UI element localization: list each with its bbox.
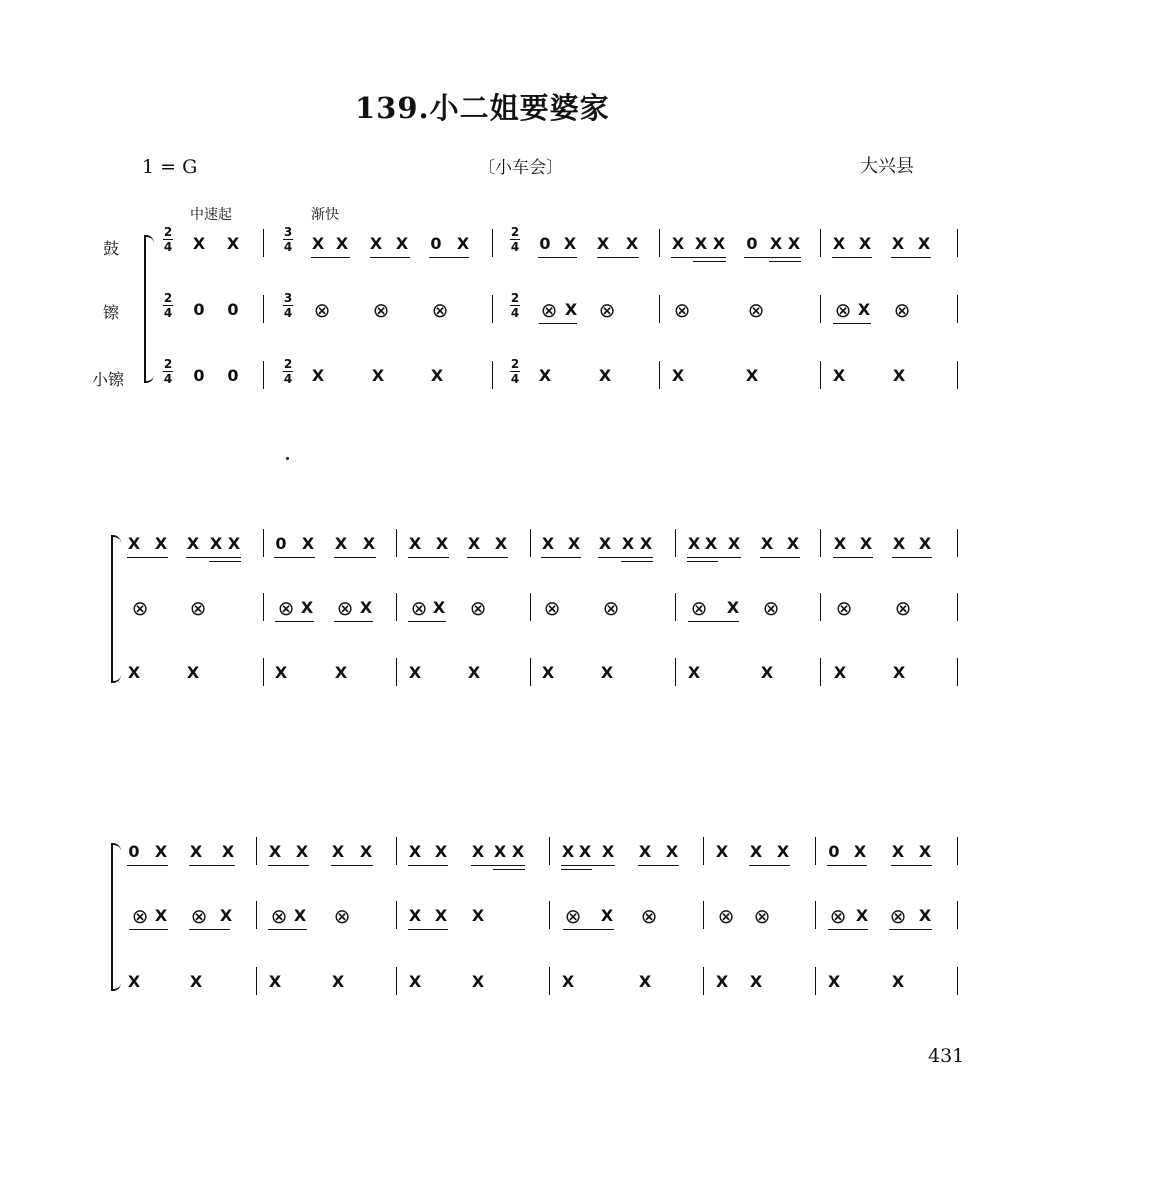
beam-underline bbox=[209, 561, 241, 562]
small-cymbal-hit: X bbox=[561, 972, 575, 991]
rest-note: 0 bbox=[430, 234, 442, 253]
genre-label: 〔小车会〕 bbox=[478, 158, 563, 178]
drum-hit: X bbox=[891, 234, 905, 253]
beam-underline bbox=[749, 865, 790, 866]
beam-underline bbox=[275, 621, 314, 622]
cymbal-hit-x: X bbox=[219, 906, 233, 925]
drum-hit: X bbox=[671, 234, 685, 253]
small-cymbal-hit: X bbox=[760, 663, 774, 682]
key-signature: 1 = G bbox=[142, 156, 198, 178]
time-signature: 3 4 bbox=[283, 225, 293, 254]
barline bbox=[492, 361, 493, 389]
barline bbox=[530, 593, 531, 621]
cymbal-hit: ⊗ bbox=[889, 904, 907, 928]
cymbal-hit: ⊗ bbox=[598, 298, 616, 322]
beam-underline bbox=[833, 323, 871, 324]
cymbal-hit: ⊗ bbox=[673, 298, 691, 322]
beam-underline bbox=[311, 257, 350, 258]
small-cymbal-hit: X bbox=[891, 972, 905, 991]
drum-hit: X bbox=[596, 234, 610, 253]
barline bbox=[549, 837, 550, 865]
beam-underline bbox=[331, 865, 373, 866]
drum-hit: X bbox=[511, 842, 525, 861]
system-bracket-3 bbox=[111, 848, 119, 986]
beam-underline bbox=[744, 257, 801, 258]
barline bbox=[396, 837, 397, 865]
barline bbox=[492, 229, 493, 257]
drum-hit: X bbox=[434, 842, 448, 861]
beam-underline bbox=[467, 557, 508, 558]
cymbal-hit: ⊗ bbox=[313, 298, 331, 322]
instrument-label-drum: 鼓 bbox=[103, 239, 120, 258]
beam-underline bbox=[892, 557, 932, 558]
cymbal-hit: ⊗ bbox=[131, 596, 149, 620]
barline bbox=[820, 295, 821, 323]
barline bbox=[815, 901, 816, 929]
drum-hit: X bbox=[221, 842, 235, 861]
beam-underline bbox=[541, 557, 581, 558]
small-cymbal-hit: X bbox=[892, 366, 906, 385]
beam-underline bbox=[671, 257, 726, 258]
cymbal-hit-x: X bbox=[855, 906, 869, 925]
drum-hit: X bbox=[561, 842, 575, 861]
beam-underline bbox=[370, 257, 410, 258]
small-cymbal-hit: X bbox=[274, 663, 288, 682]
cymbal-hit: ⊗ bbox=[747, 298, 765, 322]
cymbal-hit: ⊗ bbox=[717, 904, 735, 928]
small-cymbal-hit: X bbox=[471, 972, 485, 991]
cymbal-hit: ⊗ bbox=[564, 904, 582, 928]
barline bbox=[263, 593, 264, 621]
beam-underline bbox=[561, 869, 592, 870]
beam-underline bbox=[561, 865, 615, 866]
barline bbox=[263, 529, 264, 557]
barline bbox=[659, 229, 660, 257]
drum-hit: X bbox=[189, 842, 203, 861]
small-cymbal-hit: X bbox=[671, 366, 685, 385]
barline bbox=[256, 967, 257, 995]
small-cymbal-hit: X bbox=[127, 663, 141, 682]
beam-underline bbox=[891, 257, 931, 258]
cymbal-hit: ⊗ bbox=[753, 904, 771, 928]
rest-note: 0 bbox=[193, 300, 205, 319]
cymbal-hit-x: X bbox=[154, 906, 168, 925]
barline bbox=[957, 901, 958, 929]
beam-underline bbox=[129, 929, 168, 930]
barline bbox=[957, 837, 958, 865]
barline bbox=[675, 593, 676, 621]
beam-underline bbox=[538, 257, 577, 258]
barline bbox=[659, 295, 660, 323]
barline bbox=[263, 361, 264, 389]
cymbal-hit-x: X bbox=[918, 906, 932, 925]
cymbal-hit-x: X bbox=[600, 906, 614, 925]
drum-hit: X bbox=[359, 842, 373, 861]
barline bbox=[815, 967, 816, 995]
barline bbox=[396, 967, 397, 995]
beam-underline bbox=[827, 865, 867, 866]
small-cymbal-hit: X bbox=[189, 972, 203, 991]
barline bbox=[396, 658, 397, 686]
drum-hit: X bbox=[858, 234, 872, 253]
drum-hit: X bbox=[598, 534, 612, 553]
drum-hit: X bbox=[687, 534, 701, 553]
barline bbox=[492, 295, 493, 323]
barline bbox=[675, 658, 676, 686]
cymbal-hit-x: X bbox=[857, 300, 871, 319]
drum-hit: X bbox=[917, 234, 931, 253]
barline bbox=[957, 658, 958, 686]
barline bbox=[396, 593, 397, 621]
beam-underline bbox=[687, 557, 741, 558]
beam-underline bbox=[687, 561, 718, 562]
barline bbox=[820, 529, 821, 557]
drum-hit: X bbox=[456, 234, 470, 253]
drum-hit: X bbox=[715, 842, 729, 861]
barline bbox=[530, 529, 531, 557]
drum-hit: X bbox=[295, 842, 309, 861]
beam-underline bbox=[493, 869, 525, 870]
beam-underline bbox=[408, 621, 446, 622]
rest-note: 0 bbox=[227, 300, 239, 319]
barline bbox=[820, 593, 821, 621]
barline bbox=[820, 229, 821, 257]
beam-underline bbox=[833, 557, 873, 558]
cymbal-hit: ⊗ bbox=[762, 596, 780, 620]
drum-hit: X bbox=[154, 534, 168, 553]
drum-hit: X bbox=[408, 534, 422, 553]
small-cymbal-hit: X bbox=[311, 366, 325, 385]
beam-underline bbox=[598, 557, 653, 558]
tempo-mark-start: 中速起 bbox=[190, 207, 232, 223]
drum-hit: X bbox=[226, 234, 240, 253]
time-signature: 2 4 bbox=[283, 357, 293, 386]
beam-underline bbox=[334, 621, 373, 622]
cymbal-hit-x: X bbox=[300, 598, 314, 617]
cymbal-hit: ⊗ bbox=[190, 904, 208, 928]
drum-hit: X bbox=[625, 234, 639, 253]
beam-underline bbox=[429, 257, 469, 258]
barline bbox=[957, 529, 958, 557]
drum-hit: X bbox=[395, 234, 409, 253]
rest-note: 0 bbox=[828, 842, 840, 861]
beam-underline bbox=[891, 865, 932, 866]
drum-hit: X bbox=[311, 234, 325, 253]
drum-hit: X bbox=[832, 234, 846, 253]
small-cymbal-hit: X bbox=[408, 663, 422, 682]
small-cymbal-hit: X bbox=[186, 663, 200, 682]
drum-hit: X bbox=[786, 534, 800, 553]
cymbal-hit: ⊗ bbox=[469, 596, 487, 620]
beam-underline bbox=[408, 865, 448, 866]
cymbal-hit: ⊗ bbox=[431, 298, 449, 322]
beam-underline bbox=[597, 257, 639, 258]
barline bbox=[957, 361, 958, 389]
time-signature: 2 4 bbox=[163, 291, 173, 320]
barline bbox=[263, 658, 264, 686]
time-signature: 2 4 bbox=[163, 357, 173, 386]
barline bbox=[675, 529, 676, 557]
time-signature: 2 4 bbox=[163, 225, 173, 254]
cymbal-hit: ⊗ bbox=[336, 596, 354, 620]
drum-hit: X bbox=[918, 534, 932, 553]
drum-hit: X bbox=[727, 534, 741, 553]
beam-underline bbox=[769, 261, 801, 262]
rest-note: 0 bbox=[275, 534, 287, 553]
cymbal-hit: ⊗ bbox=[602, 596, 620, 620]
drum-hit: X bbox=[127, 534, 141, 553]
drum-hit: X bbox=[471, 842, 485, 861]
system-bracket-1 bbox=[144, 240, 152, 378]
beam-underline bbox=[268, 929, 307, 930]
drum-hit: X bbox=[638, 842, 652, 861]
small-cymbal-hit: X bbox=[600, 663, 614, 682]
cymbal-hit: ⊗ bbox=[270, 904, 288, 928]
cymbal-hit: ⊗ bbox=[540, 298, 558, 322]
beam-underline bbox=[832, 257, 872, 258]
barline bbox=[256, 837, 257, 865]
drum-hit: X bbox=[749, 842, 763, 861]
drum-hit: X bbox=[209, 534, 223, 553]
cymbal-hit-x: X bbox=[564, 300, 578, 319]
barline bbox=[820, 361, 821, 389]
drum-hit: X bbox=[563, 234, 577, 253]
small-cymbal-hit: X bbox=[687, 663, 701, 682]
barline bbox=[396, 901, 397, 929]
time-signature: 3 4 bbox=[283, 291, 293, 320]
cymbal-hit: ⊗ bbox=[410, 596, 428, 620]
cymbal-hit: ⊗ bbox=[372, 298, 390, 322]
small-cymbal-hit: X bbox=[430, 366, 444, 385]
drum-hit: X bbox=[435, 534, 449, 553]
beam-underline bbox=[471, 865, 525, 866]
drum-hit: X bbox=[621, 534, 635, 553]
cymbal-hit: ⊗ bbox=[277, 596, 295, 620]
drum-hit: X bbox=[578, 842, 592, 861]
small-cymbal-hit: X bbox=[408, 972, 422, 991]
small-cymbal-hit: X bbox=[331, 972, 345, 991]
beam-underline bbox=[828, 929, 868, 930]
barline bbox=[256, 901, 257, 929]
drum-hit: X bbox=[494, 534, 508, 553]
small-cymbal-hit: X bbox=[892, 663, 906, 682]
rest-note: 0 bbox=[128, 842, 140, 861]
beam-underline bbox=[189, 929, 230, 930]
drum-hit: X bbox=[408, 842, 422, 861]
cymbal-hit-x: X bbox=[471, 906, 485, 925]
barline bbox=[549, 967, 550, 995]
instrument-label-small-cymbal: 小镲 bbox=[92, 370, 125, 389]
page-number: 431 bbox=[928, 1045, 965, 1067]
small-cymbal-hit: X bbox=[638, 972, 652, 991]
drum-hit: X bbox=[769, 234, 783, 253]
beam-underline bbox=[760, 557, 800, 558]
drum-hit: X bbox=[892, 534, 906, 553]
small-cymbal-hit: X bbox=[833, 663, 847, 682]
drum-hit: X bbox=[192, 234, 206, 253]
small-cymbal-hit: X bbox=[541, 663, 555, 682]
rest-note: 0 bbox=[746, 234, 758, 253]
barline bbox=[703, 837, 704, 865]
cymbal-hit: ⊗ bbox=[835, 596, 853, 620]
beam-underline bbox=[638, 865, 679, 866]
system-bracket-2 bbox=[111, 540, 119, 678]
small-cymbal-hit: X bbox=[127, 972, 141, 991]
beam-underline bbox=[334, 557, 376, 558]
barline bbox=[703, 901, 704, 929]
barline bbox=[957, 229, 958, 257]
beam-underline bbox=[186, 557, 241, 558]
drum-hit: X bbox=[467, 534, 481, 553]
rest-note: 0 bbox=[193, 366, 205, 385]
time-signature: 2 4 bbox=[510, 291, 520, 320]
cymbal-hit: ⊗ bbox=[543, 596, 561, 620]
instrument-label-cymbal: 镲 bbox=[103, 303, 120, 322]
drum-hit: X bbox=[859, 534, 873, 553]
cymbal-hit-x: X bbox=[293, 906, 307, 925]
cymbal-hit: ⊗ bbox=[690, 596, 708, 620]
drum-hit: X bbox=[601, 842, 615, 861]
drum-hit: X bbox=[335, 234, 349, 253]
small-cymbal-hit: X bbox=[827, 972, 841, 991]
beam-underline bbox=[268, 865, 309, 866]
drum-hit: X bbox=[760, 534, 774, 553]
small-cymbal-hit: X bbox=[745, 366, 759, 385]
page-title: 139.小二姐要婆家 bbox=[355, 91, 610, 125]
rest-note: 0 bbox=[227, 366, 239, 385]
cymbal-hit: ⊗ bbox=[829, 904, 847, 928]
drum-hit: X bbox=[694, 234, 708, 253]
drum-hit: X bbox=[334, 534, 348, 553]
beam-underline bbox=[189, 865, 235, 866]
drum-hit: X bbox=[776, 842, 790, 861]
small-cymbal-hit: X bbox=[598, 366, 612, 385]
cymbal-hit: ⊗ bbox=[333, 904, 351, 928]
beam-underline bbox=[688, 621, 739, 622]
cymbal-hit-x: X bbox=[359, 598, 373, 617]
small-cymbal-hit: X bbox=[371, 366, 385, 385]
drum-hit: X bbox=[567, 534, 581, 553]
beam-underline bbox=[889, 929, 932, 930]
cymbal-hit: ⊗ bbox=[894, 596, 912, 620]
barline bbox=[263, 295, 264, 323]
beam-underline bbox=[127, 865, 168, 866]
drum-hit: X bbox=[301, 534, 315, 553]
beam-underline bbox=[563, 929, 614, 930]
drum-hit: X bbox=[704, 534, 718, 553]
cymbal-hit: ⊗ bbox=[893, 298, 911, 322]
barline bbox=[703, 967, 704, 995]
drum-hit: X bbox=[918, 842, 932, 861]
barline bbox=[957, 295, 958, 323]
beam-underline bbox=[274, 557, 315, 558]
small-cymbal-hit: X bbox=[467, 663, 481, 682]
drum-hit: X bbox=[154, 842, 168, 861]
cymbal-hit-x: X bbox=[726, 598, 740, 617]
beam-underline bbox=[693, 261, 726, 262]
barline bbox=[530, 658, 531, 686]
barline bbox=[820, 658, 821, 686]
drum-hit: X bbox=[186, 534, 200, 553]
small-cymbal-hit: X bbox=[334, 663, 348, 682]
drum-hit: X bbox=[268, 842, 282, 861]
small-cymbal-hit: X bbox=[715, 972, 729, 991]
drum-hit: X bbox=[833, 534, 847, 553]
drum-hit: X bbox=[331, 842, 345, 861]
drum-hit: X bbox=[493, 842, 507, 861]
barline bbox=[659, 361, 660, 389]
drum-hit: X bbox=[665, 842, 679, 861]
cymbal-hit-x: X bbox=[408, 906, 422, 925]
beam-underline bbox=[408, 557, 449, 558]
barline bbox=[957, 967, 958, 995]
print-speck bbox=[286, 457, 289, 460]
time-signature: 2 4 bbox=[510, 225, 520, 254]
rest-note: 0 bbox=[539, 234, 551, 253]
barline bbox=[263, 229, 264, 257]
cymbal-hit: ⊗ bbox=[131, 904, 149, 928]
cymbal-hit-x: X bbox=[434, 906, 448, 925]
small-cymbal-hit: X bbox=[832, 366, 846, 385]
barline bbox=[957, 593, 958, 621]
region-label: 大兴县 bbox=[860, 156, 914, 177]
cymbal-hit: ⊗ bbox=[189, 596, 207, 620]
drum-hit: X bbox=[639, 534, 653, 553]
barline bbox=[815, 837, 816, 865]
drum-hit: X bbox=[541, 534, 555, 553]
drum-hit: X bbox=[787, 234, 801, 253]
drum-hit: X bbox=[362, 534, 376, 553]
drum-hit: X bbox=[853, 842, 867, 861]
barline bbox=[396, 529, 397, 557]
cymbal-hit-x: X bbox=[432, 598, 446, 617]
small-cymbal-hit: X bbox=[268, 972, 282, 991]
drum-hit: X bbox=[712, 234, 726, 253]
drum-hit: X bbox=[227, 534, 241, 553]
cymbal-hit: ⊗ bbox=[834, 298, 852, 322]
small-cymbal-hit: X bbox=[538, 366, 552, 385]
cymbal-hit: ⊗ bbox=[640, 904, 658, 928]
beam-underline bbox=[621, 561, 653, 562]
time-signature: 2 4 bbox=[510, 357, 520, 386]
barline bbox=[549, 901, 550, 929]
beam-underline bbox=[539, 323, 577, 324]
tempo-mark-accelerando: 渐快 bbox=[311, 207, 339, 223]
drum-hit: X bbox=[369, 234, 383, 253]
beam-underline bbox=[408, 929, 448, 930]
drum-hit: X bbox=[891, 842, 905, 861]
small-cymbal-hit: X bbox=[749, 972, 763, 991]
beam-underline bbox=[127, 557, 168, 558]
